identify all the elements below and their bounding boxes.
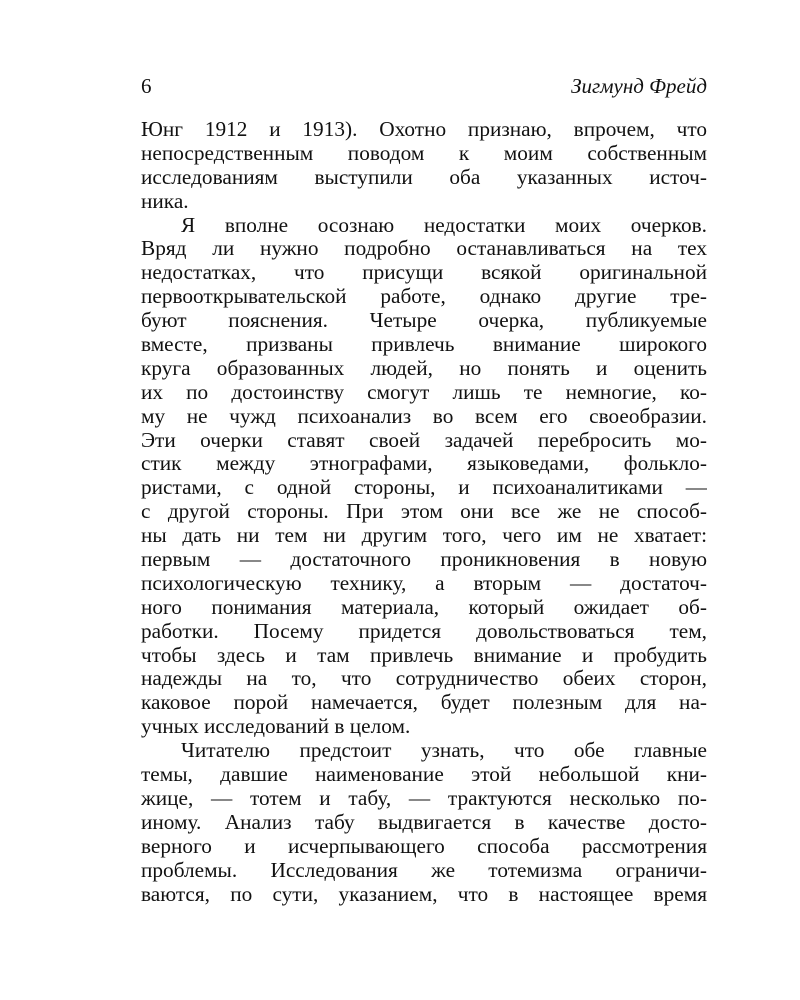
text-line: круга образованных людей, но понять и оценить [141, 356, 707, 380]
text-line: буют пояснения. Четыре очерка, публикуемые [141, 309, 707, 333]
text-line: чтобы здесь и там привлечь внимание и пробудить [141, 643, 707, 667]
text-line: ника. [141, 189, 189, 213]
text-line: жице, — тотем и табу, — трактуются несколько по- [141, 786, 707, 810]
text-line: непосредственным поводом к моим собственным [141, 141, 707, 165]
text-line: каковое порой намечается, будет полезным для на- [141, 691, 707, 715]
text-line: Вряд ли нужно подробно останавливаться на тех [141, 237, 707, 261]
text-line: вместе, призваны привлечь внимание широкого [141, 333, 707, 357]
text-line: Эти очерки ставят своей задачей перебросить мо- [141, 428, 707, 452]
text-line: ваются, по сути, указанием, что в настоящее время [141, 882, 707, 906]
body-text [141, 118, 707, 906]
text-line: психологическую технику, а вторым — достаточ- [141, 571, 707, 595]
text-line: надежды на то, что сотрудничество обеих сторон, [141, 667, 707, 691]
running-head [141, 74, 707, 108]
text-line: исследованиям выступили оба указанных источ- [141, 165, 707, 189]
text-line: ристами, с одной стороны, и психоаналитиками — [141, 476, 707, 500]
text-line: их по достоинству смогут лишь те немногие, ко- [141, 380, 707, 404]
text-line: Юнг 1912 и 1913). Охотно признаю, впрочем, что [141, 118, 707, 141]
text-line: Читателю предстоит узнать, что обе главные [181, 739, 707, 763]
text-line: темы, давшие наименование этой небольшой кни- [141, 763, 707, 787]
text-line: ны дать ни тем ни другим того, чего им не хватает: [141, 524, 707, 548]
running-head-author: Зигмунд Фрейд [571, 74, 707, 98]
text-line: недостатках, что присущи всякой оригинальной [141, 261, 707, 285]
text-line: му не чужд психоанализ во всем его своеобразии. [141, 404, 707, 428]
text-line: стик между этнографами, языковедами, фолькло- [141, 452, 707, 476]
text-line: первым — достаточного проникновения в новую [141, 548, 707, 572]
text-line: первооткрывательской работе, однако другие тре- [141, 285, 707, 309]
text-line: Я вполне осознаю недостатки моих очерков. [181, 213, 707, 237]
text-line: ного понимания материала, который ожидает об- [141, 595, 707, 619]
text-line: учных исследований в целом. [141, 715, 411, 739]
text-line: верного и исчерпывающего способа рассмотрения [141, 834, 707, 858]
text-line: работки. Посему придется довольствоваться тем, [141, 619, 707, 643]
text-line: проблемы. Исследования же тотемизма ограничи- [141, 858, 707, 882]
text-line: иному. Анализ табу выдвигается в качестве досто- [141, 810, 707, 834]
page-number: 6 [141, 74, 152, 98]
text-line: с другой стороны. При этом они все же не способ- [141, 500, 707, 524]
